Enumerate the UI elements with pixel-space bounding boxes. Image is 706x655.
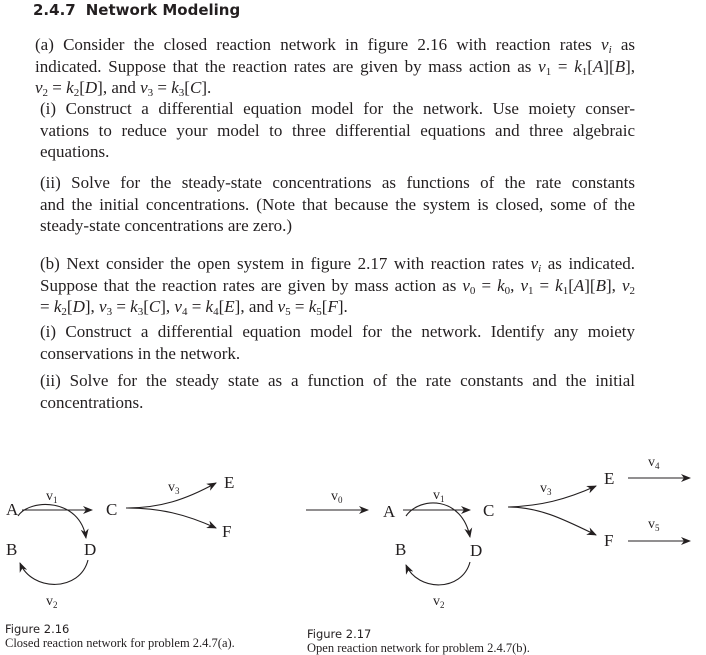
reaction-v3-to-e-2 — [508, 486, 596, 507]
rate-v4-label: $v_4$ — [648, 455, 660, 471]
rate-v2-label: $v_2$ — [46, 594, 58, 610]
species-f-label: F — [222, 522, 232, 541]
rate-v3-label: $v_3$ — [168, 480, 180, 496]
rate-v0-label: $v_0$ — [331, 489, 343, 505]
reaction-v1-curve-2 — [406, 503, 470, 537]
species-a-label: A — [6, 500, 19, 519]
figure-2-16-text: Closed reaction network for problem 2.4.7(a). — [5, 636, 235, 650]
rate-v3-label-2: $v_3$ — [540, 481, 552, 497]
part-a-question-i: (i) Construct a differential equation model for the network. Use moiety conser- vations to reduce your model to three differential equations and three algebraic equations. — [40, 99, 635, 161]
figure-2-16-caption — [5, 622, 235, 650]
species-e-label: E — [224, 473, 235, 492]
rate-v2-label-2: $v_2$ — [433, 594, 445, 610]
rate-v1-label: $v_1$ — [46, 489, 58, 505]
species-d-label-2: D — [470, 541, 483, 560]
species-c-label: C — [106, 500, 118, 519]
section-number: 2.4.7 — [33, 1, 76, 19]
reaction-v2-curve-2 — [406, 562, 470, 585]
species-e-label-2: E — [604, 469, 615, 488]
part-b-question-i: (i) Construct a differential equation model for the network. Identify any moiety conservations in the network. — [40, 322, 635, 363]
figure-2-17-caption — [307, 627, 530, 655]
figure-2-16-title: Figure 2.16 — [5, 622, 70, 636]
species-f-label-2: F — [604, 531, 614, 550]
part-b-question-ii: (ii) Solve for the steady state as a function of the rate constants and the initial concentrations. — [40, 371, 635, 412]
rate-v5-label: $v_5$ — [648, 517, 660, 533]
species-b-label-2: B — [395, 540, 407, 559]
section-heading — [33, 1, 240, 19]
reaction-v3-to-f-2 — [508, 507, 596, 535]
species-b-label: B — [6, 540, 18, 559]
figure-2-17-diagram — [300, 440, 706, 640]
part-a-intro: (a) Consider the closed reaction network in figure 2.16 with reaction rates $v_i$ as indicated. Suppose that the reaction rates are given by mass action as $v_1 = k_1[A][B]$, $v_2 = k_2[D]$, and $v_3 = k_3[C]$. — [35, 35, 635, 99]
species-a-label-2: A — [383, 502, 396, 521]
section-title: Network Modeling — [85, 1, 241, 19]
reaction-v2-curve — [20, 560, 88, 584]
figure-2-16-diagram — [0, 440, 290, 640]
rate-v1-label-2: $v_1$ — [433, 488, 445, 504]
part-a-question-ii: (ii) Solve for the steady-state concentrations as functions of the rate constants and the initial concentrations. (Note that because the system is closed, some of the steady-state concentrations are zero.) — [40, 173, 635, 235]
figure-2-17-text: Open reaction network for problem 2.4.7(b). — [307, 641, 530, 655]
species-d-label: D — [84, 540, 97, 559]
species-c-label-2: C — [483, 501, 495, 520]
reaction-v3-to-f — [126, 508, 216, 528]
part-b-intro: (b) Next consider the open system in figure 2.17 with reaction rates $v_i$ as indicated. Suppose that the reaction rates are given by mass action as $v_0 = k_0$, $v_1 = k_1[A][B]$, $v_2$ = $k_2[D]$, $v_3 = k_3[C]$, $v_4 = k_4[E]$, and $v_5 = k_5[F]$. — [40, 254, 635, 318]
figure-2-17-title: Figure 2.17 — [307, 627, 372, 641]
